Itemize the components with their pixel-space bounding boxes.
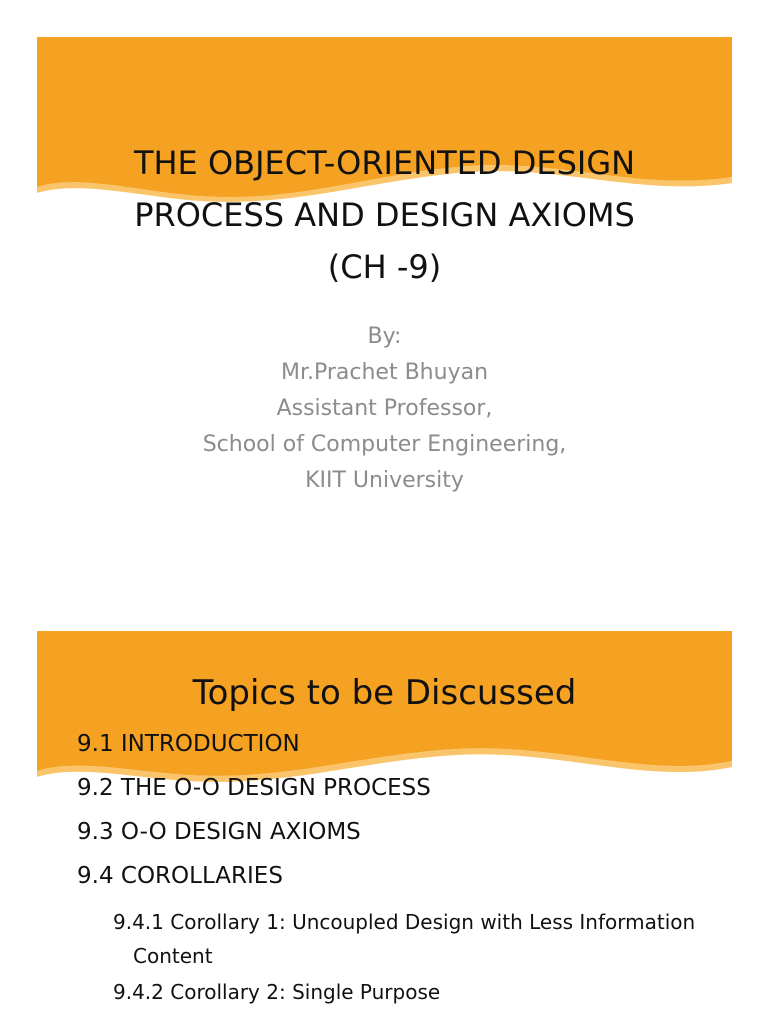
author-line: Mr.Prachet Bhuyan [280,360,489,385]
author-line: Assistant Professor, [276,396,493,421]
topic-list [77,729,717,1011]
slide-title: Topics to be Discussed [192,673,577,713]
title-line: THE OBJECT-ORIENTED DESIGN [133,144,636,182]
topic-item: 9.3 O-O DESIGN AXIOMS [77,819,361,845]
author-line: School of Computer Engineering, [202,432,567,457]
author-line: By: [367,324,402,349]
subtopic-item: 9.4.2 Corollary 2: Single Purpose [113,980,441,1004]
slide-title [37,137,732,293]
topic-item: 9.1 INTRODUCTION [77,731,300,757]
author-block [37,319,732,499]
topic-item: 9.4 COROLLARIES [77,863,283,889]
subtopic-item: 9.4.1 Corollary 1: Uncoupled Design with Less Information Content [113,910,696,968]
topic-item: 9.2 THE O-O DESIGN PROCESS [77,775,431,801]
slide-1 [37,37,732,559]
slide-2 [37,631,732,1024]
author-line: KIIT University [305,468,464,493]
title-line: PROCESS AND DESIGN AXIOMS [134,196,635,234]
title-line: (CH -9) [327,248,442,286]
